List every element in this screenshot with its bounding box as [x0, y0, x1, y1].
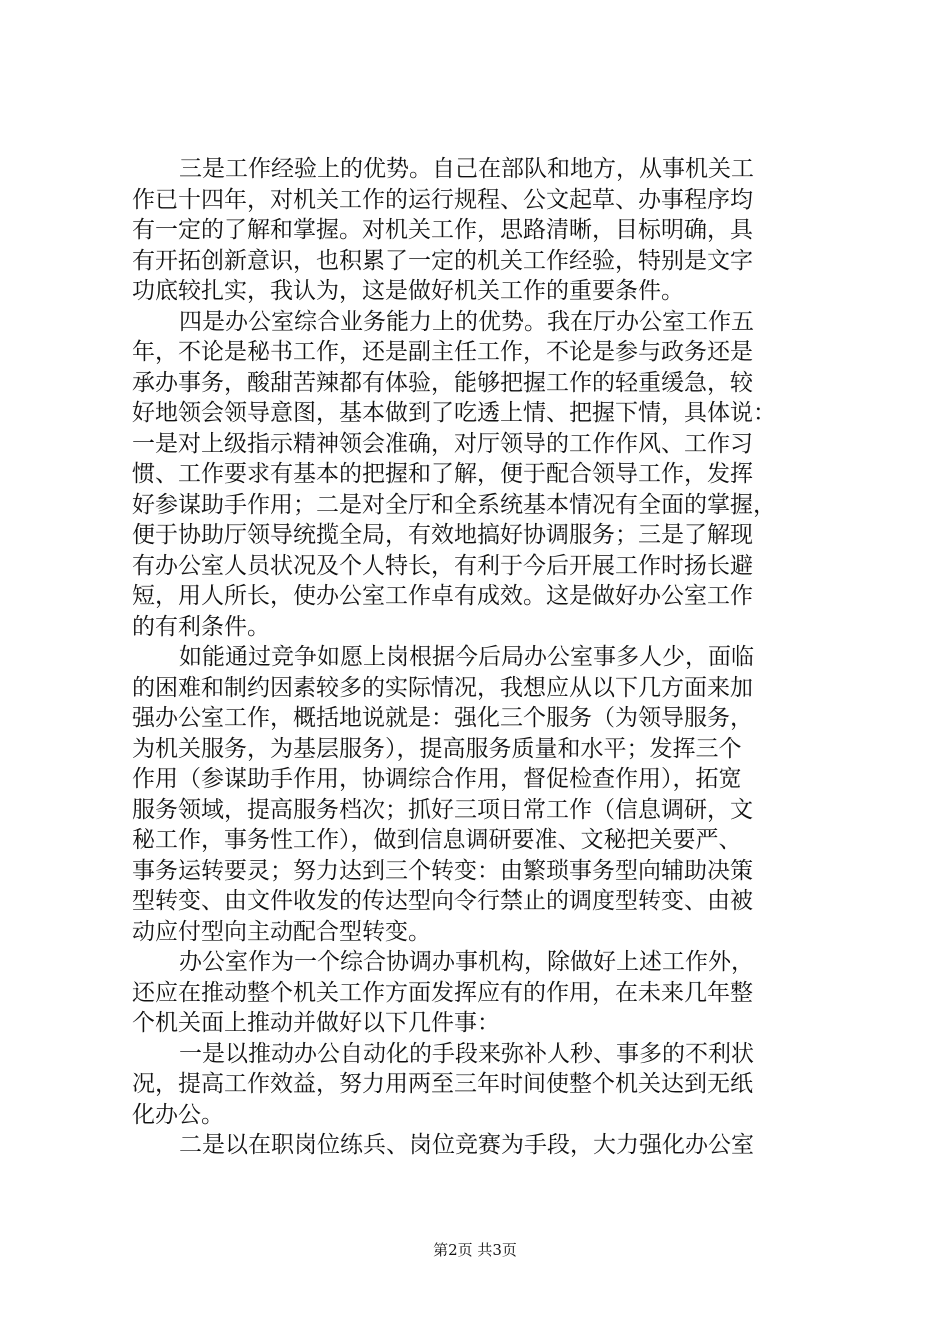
page-number-footer: 第2页 共3页: [433, 1241, 517, 1259]
text-line: 一是对上级指示精神领会准确，对厅领导的工作作风、工作习: [132, 430, 753, 457]
text-line: 的困难和制约因素较多的实际情况，我想应从以下几方面来加: [132, 674, 753, 701]
text-line: 承办事务，酸甜苦辣都有体验，能够把握工作的轻重缓急，较: [132, 369, 753, 396]
text-line: 作用（参谋助手作用，协调综合作用，督促检查作用），拓宽: [132, 766, 742, 792]
text-line: 有开拓创新意识，也积累了一定的机关工作经验，特别是文字: [132, 247, 753, 274]
text-line: 短，用人所长，使办公室工作卓有成效。这是做好办公室工作: [132, 583, 753, 609]
text-line: 功底较扎实，我认为，这是做好机关工作的重要条件。: [132, 278, 684, 304]
text-line: 作已十四年，对机关工作的运行规程、公文起草、办事程序均: [132, 186, 753, 213]
text-line: 好参谋助手作用；二是对全厅和全系统基本情况有全面的掌握，: [132, 491, 776, 518]
text-line: 服务领域，提高服务档次；抓好三项日常工作（信息调研，文: [132, 796, 753, 823]
text-line: 二是以在职岗位练兵、岗位竞赛为手段，大力强化办公室: [179, 1132, 754, 1158]
text-line: 为机关服务，为基层服务），提高服务质量和水平；发挥三个: [132, 735, 742, 762]
text-line: 动应付型向主动配合型转变。: [132, 918, 431, 945]
text-line: 惯、工作要求有基本的把握和了解，便于配合领导工作，发挥: [132, 461, 753, 487]
text-line: 个机关面上推动并做好以下几件事：: [132, 1010, 500, 1036]
document-body: [132, 154, 844, 1161]
text-line: 秘工作，事务性工作），做到信息调研要准、文秘把关要严、: [132, 827, 742, 853]
text-line: 一是以推动办公自动化的手段来弥补人秒、事多的不利状: [179, 1040, 754, 1067]
text-line: 况，提高工作效益，努力用两至三年时间使整个机关达到无纸: [132, 1071, 753, 1097]
text-line: 四是办公室综合业务能力上的优势。我在厅办公室工作五: [179, 308, 754, 335]
text-line: 的有利条件。: [132, 613, 270, 640]
text-line: 强办公室工作，概括地说就是：强化三个服务（为领导服务，: [132, 705, 753, 731]
text-line: 如能通过竞争如愿上岗根据今后局办公室事多人少，面临: [179, 644, 754, 670]
text-line: 办公室作为一个综合协调办事机构，除做好上述工作外，: [179, 949, 754, 975]
text-line: 型转变、由文件收发的传达型向令行禁止的调度型转变、由被: [132, 888, 753, 914]
text-line: 好地领会领导意图，基本做到了吃透上情、把握下情，具体说：: [132, 400, 776, 426]
text-line: 有一定的了解和掌握。对机关工作，思路清晰，目标明确，具: [132, 217, 753, 243]
text-line: 还应在推动整个机关工作方面发挥应有的作用，在未来几年整: [132, 979, 753, 1006]
text-line: 有办公室人员状况及个人特长，有利于今后开展工作时扬长避: [132, 552, 753, 579]
text-line: 三是工作经验上的优势。自己在部队和地方，从事机关工: [179, 156, 754, 182]
text-line: 化办公。: [132, 1101, 224, 1128]
text-line: 事务运转要灵；努力达到三个转变：由繁琐事务型向辅助决策: [132, 857, 753, 884]
text-line: 年，不论是秘书工作，还是副主任工作，不论是参与政务还是: [132, 339, 753, 365]
text-line: 便于协助厅领导统揽全局，有效地搞好协调服务；三是了解现: [132, 522, 753, 548]
